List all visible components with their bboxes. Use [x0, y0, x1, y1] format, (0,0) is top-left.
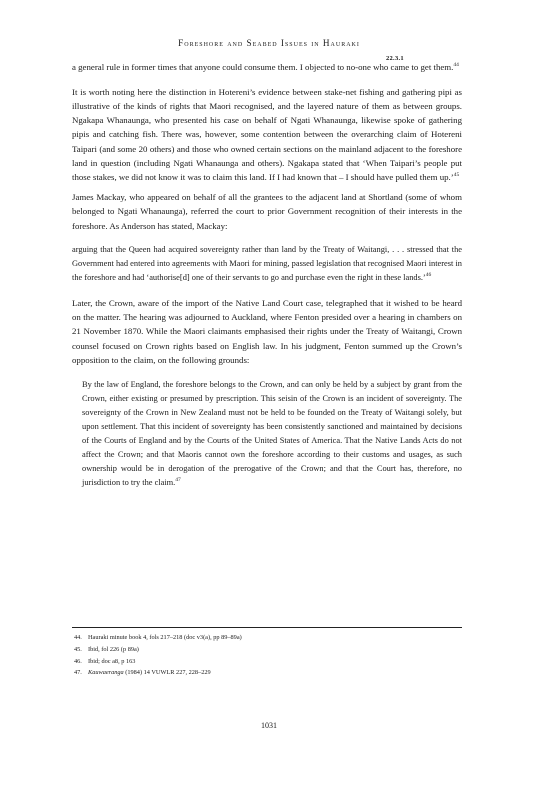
footnote	[74, 667, 464, 679]
paragraph-crown-hearing	[72, 296, 462, 367]
paragraph-hotereni-evidence	[72, 85, 462, 184]
paragraph-text: Later, the Crown, aware of the import of the Native Land Court case, telegraphed that it wished to be heard on the matter. The hearing was adjourned to Auckland, where Fenton presided over a hearing in chambers on 21 November 1870. While the Maori claimants emphasised their rights under the Treaty of Waitangi, Crown counsel focused on Crown rights based on English law. In his judgment, Fenton summed up the Crown’s opposition to the claim, on the following grounds:	[72, 298, 462, 365]
footnote-number: 45.	[74, 645, 82, 653]
quote-text: arguing that the Queen had acquired sovereignty rather than land by the Treaty of Waitangi, . . . stressed that the Government had entered into agreements with Maori for mining, passed legislation that recognised Maori interest in the foreshore and had ‘authorise[d] one of their servants to go and purchase even the right in these lands.’	[72, 245, 462, 283]
paragraph-text: a general rule in former times that anyone could consume them. I objected to no-one who came to get them.	[72, 62, 454, 72]
page-number: 1031	[261, 721, 277, 730]
footnote-text: Hauraki minute book 4, fols 217–218 (doc v3(a), pp 89–89a)	[88, 634, 242, 641]
note-ref: 47	[175, 477, 181, 484]
footnote-rule	[72, 627, 462, 628]
paragraph-text: James Mackay, who appeared on behalf of all the grantees to the adjacent land at Shortland (some of whom belonged to Ngati Whanaunga), referred the court to prior Government recognition of their interests in the foreshore. As Anderson has stated, Mackay:	[72, 192, 462, 231]
footnote-text: Ibid, fol 226 (p 89a)	[88, 645, 139, 653]
section-number: 22.3.1	[385, 55, 404, 62]
paragraph-text: It is worth noting here the distinction in Hotereni’s evidence between stake-net fishing and gathering pipi as illustrative of the kinds of rights that Maori recognised, and the layered nature of them as between groups. Ngakapa Whanaunga, who presented his case on behalf of Ngati Whanaunga, likewise spoke of gathering pipis and catching fish. There was, however, some contention between the overarching claim of Hotereni Taipari (and some 20 others) and those who owned certain sections on the mainland adjacent to the foreshore land in question (including Ngati Whanaunga and others). Ngakapa stated that ‘When Taipari’s people put those stakes, we did not know it was to claim this land. If I had known that – I should have pulled them up.’	[72, 86, 462, 182]
footnote-number: 44.	[74, 634, 82, 641]
paragraph-mackay	[72, 190, 462, 233]
note-ref: 44	[453, 62, 459, 68]
footnote-case-name: Kauwaeranga	[88, 669, 124, 677]
block-quote-fenton	[72, 378, 462, 491]
note-ref: 46	[425, 272, 432, 279]
note-ref: 45	[453, 171, 460, 178]
footnote-number: 46.	[74, 657, 82, 665]
running-head: Foreshore and Seabed Issues in Hauraki	[178, 38, 360, 48]
body-text	[72, 60, 462, 501]
footnote	[74, 632, 464, 644]
quote-text: By the law of England, the foreshore belongs to the Crown, and can only be held by a subject by grant from the Crown, either existing or presumed by prescription. This seisin of the Crown is an incident of sovereignty. The sovereignty of the Crown in New Zealand must not be held to be founded on the Treaty of Waitangi solely, but upon settlement. That this incident of sovereignty has been consistently sanctioned and maintained by decisions of the Courts of England and by the Courts of the United States of America. That the Native Lands Acts do not affect the Crown; and that Maoris cannot own the foreshore according to their customs and usages, as such ownership would be in derogation of the prerogative of the Crown; and that the Court has, therefore, no jurisdiction to try the claim.	[82, 379, 462, 488]
footnote-text: (1984) 14 VUWLR 227, 228–229	[123, 669, 211, 677]
footnote	[74, 644, 464, 656]
paragraph-continuation	[72, 60, 462, 74]
footnote	[74, 656, 464, 668]
footnote-text: Ibid; doc a8, p 163	[88, 657, 136, 665]
footnote-number: 47.	[74, 669, 82, 677]
block-quote-anderson	[72, 243, 462, 285]
footnotes	[74, 632, 464, 679]
